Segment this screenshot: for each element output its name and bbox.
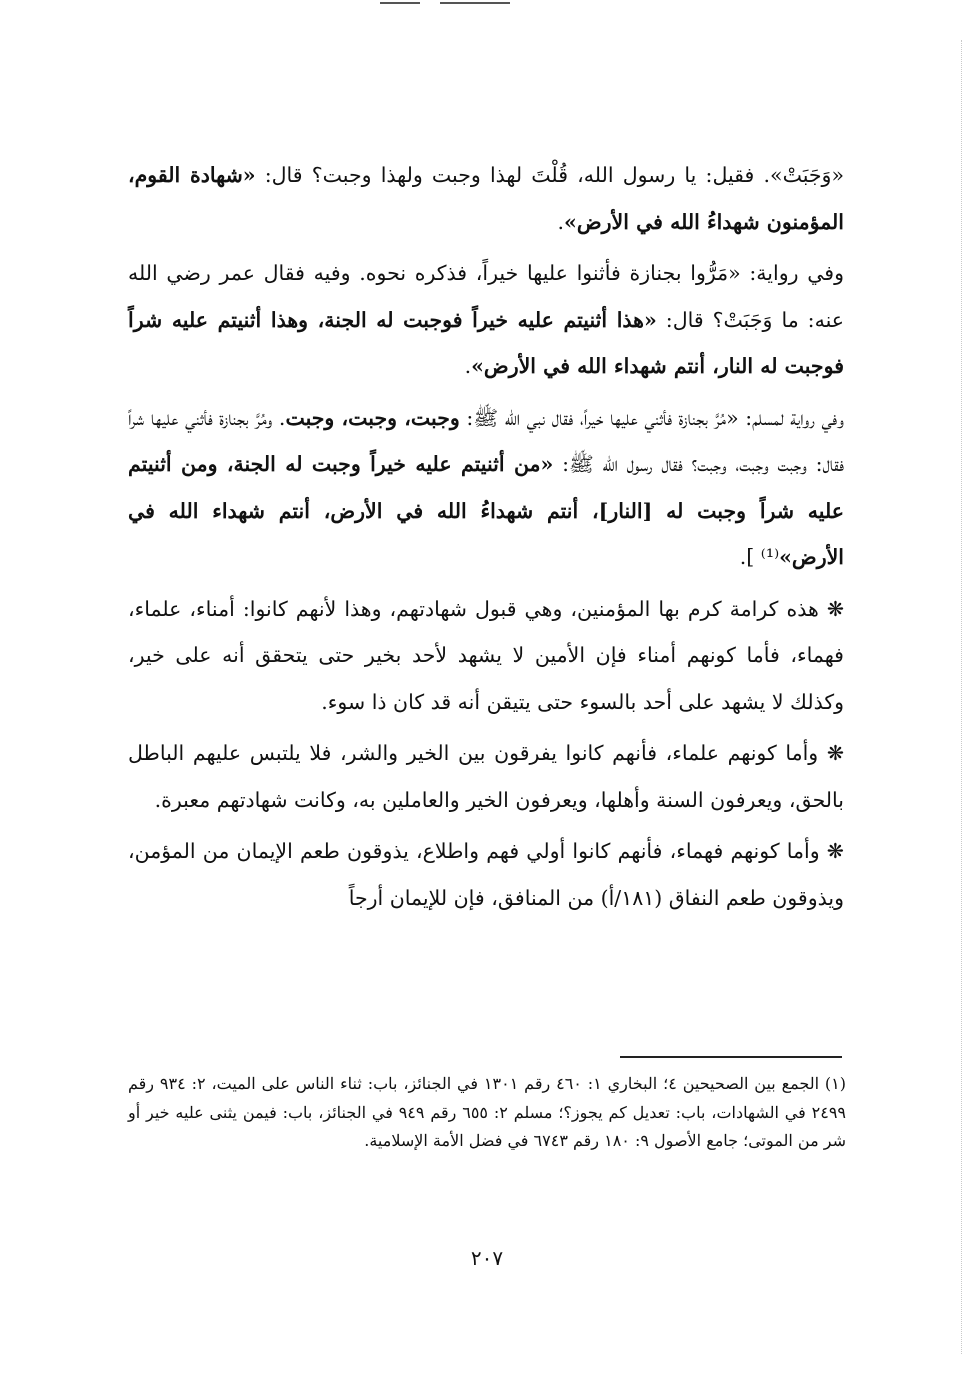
paragraph — [128, 730, 844, 823]
footnote-separator — [620, 1056, 842, 1058]
bold-quote: «هذا أثنيتم عليه خيراً فوجبت له الجنة، وهذا أثنيتم عليه شراً فوجبت له النار، أنتم شهداء الله في الأرض» — [128, 307, 844, 378]
text-segment: ❋ وأما كونهم فهماء، فأنهم كانوا أولي فهم واطلاع، يذوقون طعم الإيمان من المؤمن، ويذوقون طعم النفاق (١٨١/أ) من المنافق، فإن للإيمان أرجاً — [128, 839, 844, 910]
paragraph — [128, 395, 844, 581]
text-segment: ❋ وأما كونهم علماء، فأنهم كانوا يفرقون بين الخير والشر، فلا يلتبس عليهم الباطل بالحق، ويعرفون السنة وأهلها، ويعرفون الخير والعاملين به، وكانت شهادتهم معبرة. — [128, 741, 845, 812]
text-segment: . ومُرَّ بجنازة فأثني عليها شراً فقال: وجبت وجبت، وجبت؟ فقال رسول الله ﷺ: — [128, 405, 844, 476]
page-number: ٢٠٧ — [470, 1246, 504, 1270]
text-segment: وفي رواية: «مَرُّوا بجنازة فأثنوا عليها خيراً، فذكره نحوه. وفيه فقال عمر رضي الله عنه: ما وَجَبَتْ؟ قال: — [128, 261, 844, 332]
footnote: (١) الجمع بين الصحيحين ٤؛ البخاري ١: ٤٦٠ رقم ١٣٠١ في الجنائز، باب: ثناء الناس على الميت، ٢: ٩٣٤ رقم ٢٤٩٩ في الشهادات، باب: تعديل كم يجوز؟؛ مسلم ٢: ٦٥٥ رقم ٩٤٩ في الجنائز، باب: فيمن يثنى عليه خير أو شر من الموتى؛ جامع الأصول ٩: ١٨٠ رقم ٦٧٤٣ في فضل الأمة الإسلامية. — [128, 1074, 847, 1150]
bold-quote: «شهادة القوم، المؤمنون شهداءُ الله في الأرض» — [128, 163, 844, 234]
top-scan-marks — [380, 0, 510, 6]
body-text — [128, 152, 844, 926]
paragraph — [128, 586, 844, 726]
text-segment: وفي رواية لمسلم: «مُرَّ بجنازة فأثني عليها خيراً، فقال نبي الله ﷺ: — [459, 405, 845, 430]
paragraph — [128, 250, 844, 390]
paragraph — [128, 828, 844, 921]
text-segment: «وَجَبَتْ». فقيل: يا رسول الله، قُلْتَ لهذا وجبت ولهذا وجبت؟ قال: — [255, 163, 844, 187]
text-segment: ❋ هذه كرامة كرم بها المؤمنين، وهي قبول شهادتهم، وهذا لأنهم كانوا: أمناء، علماء، فهماء، فأما كونهم أمناء فإن الأمين لا يشهد لأحد بخير حتى يتحقق أنه على خير، وكذلك لا يشهد على أحد بالسوء حتى يتيقن أنه قد كان ذا سوء. — [128, 596, 844, 714]
scan-edge-line — [961, 40, 962, 1354]
text-segment: . — [557, 209, 565, 234]
bold-quote: وجبت، وجبت، وجبت — [285, 405, 460, 430]
paragraph — [128, 152, 844, 245]
text-segment: . — [464, 354, 472, 378]
bold-quote: «من أثنيتم عليه خيراً وجبت له الجنة، ومن أثنيتم عليه شراً وجبت له [النار]، أنتم شهداءُ الله في الأرض، أنتم شهداء الله في الأرض» — [128, 452, 844, 569]
text-segment: ⁽¹⁾ ]. — [739, 545, 780, 569]
